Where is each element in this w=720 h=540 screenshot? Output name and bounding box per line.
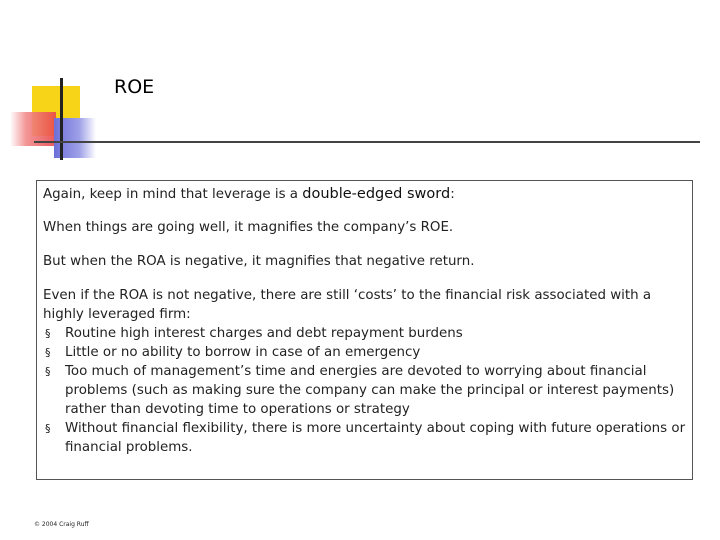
intro-suffix: : bbox=[450, 187, 455, 202]
list-item bbox=[43, 362, 686, 419]
slide-title: ROE bbox=[114, 76, 155, 98]
content-box bbox=[36, 180, 693, 480]
bullet-list bbox=[43, 324, 686, 457]
line-roa-negative: But when the ROA is negative, it magnifies that negative return. bbox=[43, 254, 475, 269]
intro-prefix: Again, keep in mind that leverage is a bbox=[43, 187, 303, 202]
bullet-text: Little or no ability to borrow in case of an emergency bbox=[65, 345, 421, 360]
bullet-icon: § bbox=[45, 346, 51, 359]
bullet-icon: § bbox=[45, 365, 51, 378]
bullet-text: Routine high interest charges and debt repayment burdens bbox=[65, 326, 463, 341]
decor-vertical-line bbox=[60, 78, 63, 160]
bullet-icon: § bbox=[45, 422, 51, 435]
bullet-text: Too much of management’s time and energies are devoted to worrying about financial problems (such as making sure the company can make the principal or interest payments) rather than devoting time to operations or strategy bbox=[65, 364, 675, 417]
bullet-text: Without financial flexibility, there is more uncertainty about coping with future operations or financial problems. bbox=[65, 421, 686, 455]
intro-emphasis: double-edged sword bbox=[302, 186, 451, 202]
intro-line bbox=[43, 185, 686, 204]
line-going-well: When things are going well, it magnifies the company’s ROE. bbox=[43, 220, 454, 235]
copyright-footer: © 2004 Craig Ruff bbox=[34, 521, 89, 528]
list-item bbox=[43, 343, 686, 362]
line-costs: Even if the ROA is not negative, there are still ‘costs’ to the financial risk associated with a highly leveraged firm: bbox=[43, 288, 652, 322]
title-underline bbox=[34, 141, 700, 143]
list-item bbox=[43, 419, 686, 457]
list-item bbox=[43, 324, 686, 343]
bullet-icon: § bbox=[45, 327, 51, 340]
